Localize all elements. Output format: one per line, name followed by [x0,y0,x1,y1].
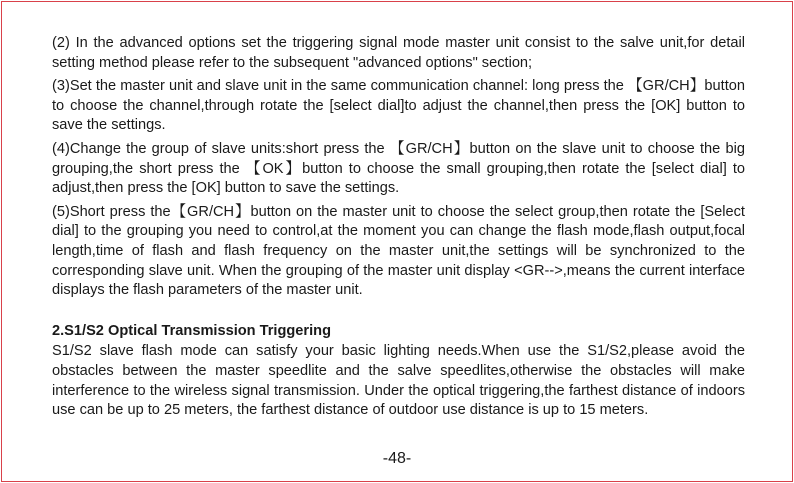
paragraph-step-5: (5)Short press the【GR/CH】button on the master unit to choose the select group,then rotate the [Select dial] to the grouping you need to control,at the moment you can change the flash mode,flash output,focal length,time of flash and flash frequency on the master unit,the settings will be synchronized to the corresponding slave unit. When the grouping of the master unit display <GR-->,means the current interface displays the flash parameters of the master unit. [52,203,745,299]
manual-page-content [52,34,745,421]
paragraph-step-4: (4)Change the group of slave units:short press the 【GR/CH】button on the slave unit to choose the big grouping,the short press the 【OK】button to choose the small grouping,then rotate the [select dial] to adjust,then press the [OK] button to save the settings. [52,140,745,197]
section-heading: 2.S1/S2 Optical Transmission Triggering [52,322,331,339]
paragraph-step-3: (3)Set the master unit and slave unit in the same communication channel: long press the 【GR/CH】button to choose the channel,through rotate the [select dial]to adjust the channel,then press the [OK] button to save the settings. [52,78,745,134]
page-number: -48- [382,450,412,467]
section-body: S1/S2 slave flash mode can satisfy your basic lighting needs.When use the S1/S2,please avoid the obstacles between the master speedlite and the salve speedlites,otherwise the obstacles will make interference to the wireless signal transmission. Under the optical triggering,the farthest distance of indoors use can be up to 25 meters, the farthest distance of outdoor use distance is up to 15 meters. [52,343,745,419]
paragraph-step-2: (2) In the advanced options set the triggering signal mode master unit consist to the salve unit,for detail setting method please refer to the subsequent "advanced options" section; [52,35,745,71]
